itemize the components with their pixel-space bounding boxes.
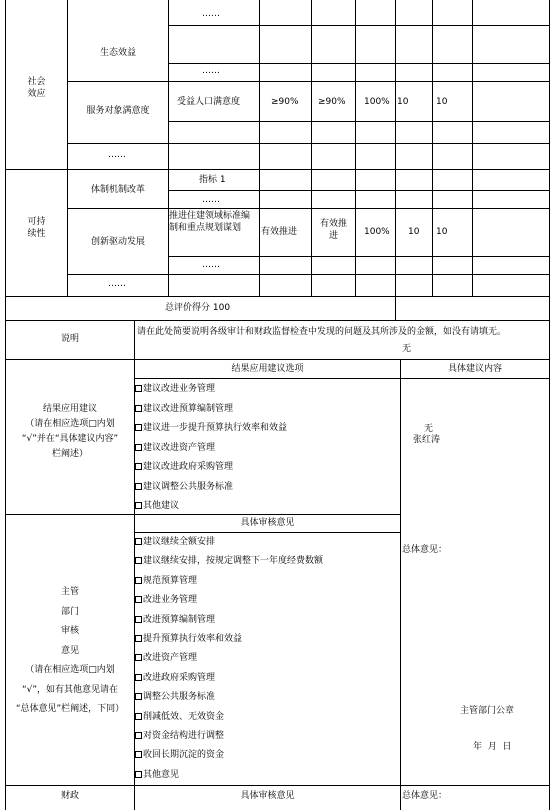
result-content-value: 无 [424,424,434,434]
explain-value: 无 [402,344,412,354]
sat-weight: 10 [397,97,409,107]
grid-line [472,0,473,296]
checkbox-icon[interactable] [135,732,142,739]
grid-line [5,785,549,786]
result-option-checkbox[interactable]: 建议改进业务管理 [135,380,215,400]
checkbox-icon[interactable] [135,751,142,758]
finance-review-header: 具体审核意见 [240,791,295,801]
institutional-reform-label: 体制机制改革 [90,185,145,195]
result-option-checkbox[interactable]: 建议调整公共服务标准 [135,478,233,498]
dept-seal-label: 主管部门公章 [460,706,515,716]
result-application-label: 结果应用建议 （请在相应选项□内划 “√”并在“具体建议内容” 栏阐述） [21,404,119,459]
sat-target: ≥90% [271,97,299,107]
innov-indicator: 推进住建领域标准编制和重点规划谋划 [169,211,251,233]
review-option-checkbox[interactable]: 改进业务管理 [135,591,197,611]
sat-score: 10 [436,97,448,107]
grid-line [67,81,549,82]
review-option-checkbox[interactable]: 改进预算编制管理 [135,611,215,631]
review-option-checkbox[interactable]: 规范预算管理 [135,572,197,592]
review-option-checkbox[interactable]: 收回长期沉淀的资金 [135,746,224,766]
innov-weight: 10 [408,227,420,237]
satisfaction-indicator: 受益人口满意度 [177,97,241,107]
checkbox-icon[interactable] [135,483,142,490]
result-option-checkbox[interactable]: 建议改进政府采购管理 [135,458,233,478]
sustainability-label: 可持 续性 [27,217,46,239]
checkbox-icon[interactable] [135,596,142,603]
finance-overall-label: 总体意见： [402,791,448,801]
grid-line [549,0,550,810]
dept-overall-label: 总体意见： [402,545,448,555]
ellipsis: …… [108,150,126,160]
grid-line [168,63,549,64]
grid-line [259,0,260,296]
review-option-checkbox[interactable]: 建议继续全额安排 [135,533,215,553]
dept-review-label: 主管 部门 审核 意见 （请在相应选项□内划 “√”，如有其他意见请在 “总体意见”栏阐述，下同） [15,587,125,714]
checkbox-icon[interactable] [135,424,142,431]
ellipsis: …… [202,66,220,76]
checkbox-icon[interactable] [135,538,142,545]
checkbox-icon[interactable] [135,713,142,720]
innov-rate: 100% [364,227,390,237]
explain-text: 请在此处简要说明各级审计和财政监督检查中发现的问题及其所涉及的金额，如没有请填无。 [137,327,507,337]
grid-line [168,121,549,122]
social-effect-label: 社会 效应 [27,77,46,99]
grid-line [5,359,549,360]
grid-line [67,143,549,144]
grid-line [432,0,433,296]
dept-date-label: 年 月 日 [473,742,512,752]
ellipsis: …… [202,9,220,19]
sat-rate: 100% [364,97,390,107]
checkbox-icon[interactable] [135,635,142,642]
grid-line [67,208,549,209]
review-option-checkbox[interactable]: 调整公共服务标准 [135,688,215,708]
grid-line [355,0,356,296]
grid-line [395,0,396,320]
result-options-header: 结果应用建议选项 [231,364,304,374]
service-satisfaction-label: 服务对象满意度 [86,106,150,116]
grid-line [311,0,312,296]
review-option-checkbox[interactable]: 削减低效、无效资金 [135,708,224,728]
grid-line [5,320,549,321]
result-option-checkbox[interactable]: 其他建议 [135,497,179,517]
sat-actual: ≥90% [318,97,346,107]
checkbox-icon[interactable] [135,444,142,451]
innov-score: 10 [436,227,448,237]
grid-line [168,25,549,26]
ellipsis: …… [108,279,126,289]
indicator-1: 指标 1 [199,175,226,185]
result-content-header: 具体建议内容 [447,364,502,374]
grid-line [5,296,549,297]
ellipsis: …… [202,195,220,205]
ellipsis: …… [202,260,220,270]
review-option-checkbox[interactable]: 其他意见 [135,766,179,786]
review-option-checkbox[interactable]: 改进资产管理 [135,649,197,669]
finance-label: 财政 [60,791,79,801]
grid-line [5,514,400,515]
grid-line [134,378,549,379]
checkbox-icon[interactable] [135,693,142,700]
dept-review-header: 具体审核意见 [240,518,295,528]
grid-line [5,169,549,170]
grid-line [168,190,549,191]
grid-line [400,359,401,810]
review-option-checkbox[interactable]: 提升预算执行效率和效益 [135,630,242,650]
innovation-label: 创新驱动发展 [90,237,145,247]
review-option-checkbox[interactable]: 改进政府采购管理 [135,669,215,689]
checkbox-icon[interactable] [135,771,142,778]
result-option-checkbox[interactable]: 建议进一步提升预算执行效率和效益 [135,419,287,439]
review-option-checkbox[interactable]: 建议继续安排，按规定调整下一年度经费数额 [135,552,323,572]
checkbox-icon[interactable] [135,616,142,623]
grid-line [168,0,169,296]
checkbox-icon[interactable] [135,463,142,470]
total-score: 总评价得分 100 [165,303,231,313]
grid-line [168,256,549,257]
grid-line [67,0,68,296]
checkbox-icon[interactable] [135,654,142,661]
innov-target: 有效推进 [261,227,298,237]
result-option-checkbox[interactable]: 建议改进预算编制管理 [135,400,233,420]
grid-line [67,274,549,275]
checkbox-icon[interactable] [135,557,142,564]
innov-actual: 有效推 进 [319,219,347,241]
eco-benefit-label: 生态效益 [99,48,136,58]
explain-label: 说明 [60,334,79,344]
result-person: 张红涛 [413,435,441,445]
checkbox-icon[interactable] [135,385,142,392]
checkbox-icon[interactable] [135,577,142,584]
review-option-checkbox[interactable]: 对资金结构进行调整 [135,727,224,747]
result-option-checkbox[interactable]: 建议改进资产管理 [135,439,215,459]
checkbox-icon[interactable] [135,674,142,681]
checkbox-icon[interactable] [135,405,142,412]
checkbox-icon[interactable] [135,502,142,509]
